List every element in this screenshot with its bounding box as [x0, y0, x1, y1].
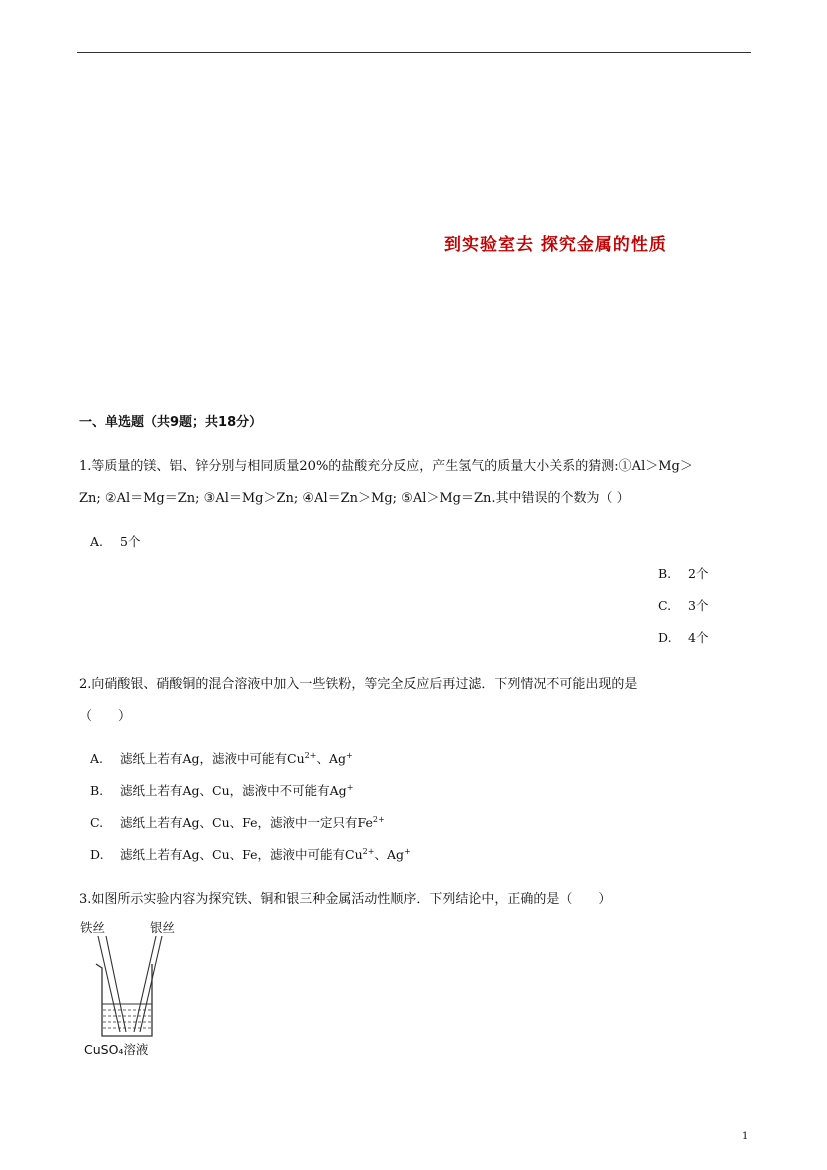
option-sup-1: 2+	[362, 847, 375, 856]
q1-line-2: Zn; ②Al＝Mg＝Zn; ③Al＝Mg＞Zn; ④Al＝Zn＞Mg; ⑤Al＞Mg＝Zn.其中错误的个数为（ ）	[79, 491, 630, 506]
option-text-mid: 、Ag	[316, 751, 346, 766]
option-sup-2: +	[403, 847, 411, 856]
option-letter: A.	[90, 751, 104, 766]
iron-wire-label: 铁丝	[80, 920, 106, 935]
q2-line-2: （ ）	[79, 709, 132, 724]
q1-option-d[interactable]	[658, 628, 708, 646]
header-rule	[77, 52, 751, 53]
option-letter: A.	[90, 534, 104, 549]
option-text: 滤纸上若有Ag，滤液中可能有Cu	[120, 751, 305, 766]
option-text: 2个	[688, 566, 709, 581]
option-letter: C.	[90, 815, 104, 830]
option-sup-1: 2+	[372, 815, 385, 824]
beaker-illustration	[78, 936, 188, 1056]
page-number: 1	[742, 1131, 749, 1142]
option-letter: C.	[658, 598, 672, 613]
beaker-figure	[78, 916, 188, 1061]
option-sup-2: +	[345, 751, 353, 760]
q2-option-b[interactable]	[90, 781, 353, 799]
option-text: 滤纸上若有Ag、Cu、Fe，滤液中一定只有Fe	[120, 815, 373, 830]
option-letter: D.	[658, 630, 672, 645]
option-letter: B.	[90, 783, 104, 798]
q2-line-1: 2.向硝酸银、硝酸铜的混合溶液中加入一些铁粉，等完全反应后再过滤．下列情况不可能出现的是	[79, 677, 638, 692]
q1-option-c[interactable]	[658, 596, 708, 614]
option-text: 3个	[688, 598, 709, 613]
section-heading: 一、单选题（共9题；共18分）	[79, 415, 263, 430]
option-sup-1: +	[346, 783, 354, 792]
document-title: 到实验室去 探究金属的性质	[444, 235, 667, 255]
q1-option-a[interactable]	[90, 532, 140, 550]
option-letter: D.	[90, 847, 104, 862]
option-letter: B.	[658, 566, 672, 581]
option-text: 4个	[688, 630, 709, 645]
option-text: 滤纸上若有Ag、Cu，滤液中不可能有Ag	[120, 783, 347, 798]
q3-line-1: 3.如图所示实验内容为探究铁、铜和银三种金属活动性顺序．下列结论中，正确的是（ ）	[79, 892, 612, 907]
q2-option-c[interactable]	[90, 813, 385, 831]
option-sup-1: 2+	[304, 751, 317, 760]
option-text: 5个	[120, 534, 141, 549]
silver-wire-label: 银丝	[150, 920, 176, 935]
q1-line-1: 1.等质量的镁、铝、锌分别与相同质量20%的盐酸充分反应，产生氢气的质量大小关系的猜测:①Al＞Mg＞	[79, 459, 693, 474]
solution-label: CuSO₄溶液	[84, 1042, 149, 1057]
option-text: 滤纸上若有Ag、Cu、Fe，滤液中可能有Cu	[120, 847, 363, 862]
q2-option-d[interactable]	[90, 845, 411, 863]
q1-option-b[interactable]	[658, 564, 708, 582]
q2-option-a[interactable]	[90, 749, 353, 767]
option-text-mid: 、Ag	[374, 847, 404, 862]
